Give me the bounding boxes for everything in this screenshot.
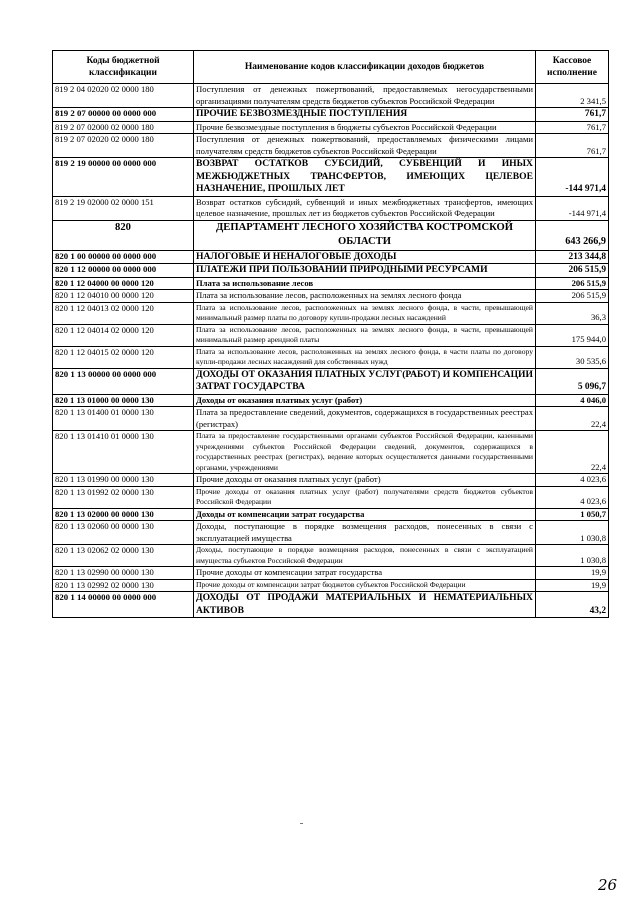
row-sum: 22,4 [536,407,609,431]
row-name: Плата за использование лесов, расположенных на землях лесного фонда, в части, превышающей минимальный размер арендной платы [194,324,536,346]
row-code: 820 1 12 04000 00 0000 120 [53,277,194,290]
table-row [53,431,609,474]
row-code: 820 1 13 01000 00 0000 130 [53,394,194,407]
row-code: 820 1 12 04014 02 0000 120 [53,324,194,346]
row-code: 820 1 13 01410 01 0000 130 [53,431,194,474]
row-name: Плата за использование лесов [194,277,536,290]
department-code: 820 [53,220,194,250]
header-code-column: Коды бюджетной классификации [53,51,194,84]
row-sum: 206 515,9 [536,290,609,303]
table-row [53,368,609,394]
row-sum: -144 971,4 [536,196,609,220]
row-sum: 1 030,8 [536,545,609,567]
table-header-row [53,51,609,84]
row-name: ВОЗВРАТ ОСТАТКОВ СУБСИДИЙ, СУБВЕНЦИЙ И ИНЫХ МЕЖБЮДЖЕТНЫХ ТРАНСФЕРТОВ, ИМЕЮЩИХ ЦЕЛЕВОЕ НАЗНАЧЕНИЕ, ПРОШЛЫХ ЛЕТ [194,158,536,197]
table-row [53,508,609,521]
table-row [53,196,609,220]
table-row [53,521,609,545]
row-sum: 1 050,7 [536,508,609,521]
row-code: 820 1 12 04013 02 0000 120 [53,302,194,324]
row-name: Прочие доходы от оказания платных услуг (работ) [194,474,536,487]
row-sum: -144 971,4 [536,158,609,197]
table-row [53,134,609,158]
row-sum: 43,2 [536,592,609,618]
row-code: 819 2 07 02000 02 0000 180 [53,121,194,134]
row-name: Плата за предоставление государственными органами субъектов Российской Федерации, казенными учреждениями субъектов Российской Федерации сведений, документов, содержащихся в государственных реестрах (регистрах), ведение которых осуществляется данными государственными органами, учреждениями [194,431,536,474]
table-row [53,567,609,580]
table-row [53,158,609,197]
budget-revenue-table [52,50,609,618]
row-code: 820 1 12 04010 00 0000 120 [53,290,194,303]
department-name: ДЕПАРТАМЕНТ ЛЕСНОГО ХОЗЯЙСТВА КОСТРОМСКОЙ ОБЛАСТИ [194,220,536,250]
row-name: Поступления от денежных пожертвований, предоставляемых негосударственными организациями получателям средств бюджетов субъектов Российской Федерации [194,84,536,108]
table-row [53,407,609,431]
row-sum: 761,7 [536,121,609,134]
row-code: 819 2 07 00000 00 0000 000 [53,108,194,122]
row-name: Доходы, поступающие в порядке возмещения расходов, понесенных в связи с эксплуатацией имущества субъектов Российской Федерации [194,545,536,567]
department-row [53,220,609,250]
row-name: Плата за использование лесов, расположенных на землях лесного фонда, в части, превышающей минимальный размер платы по договору купли-продажи лесных насаждений [194,302,536,324]
row-sum: 4 046,0 [536,394,609,407]
row-code: 819 2 19 00000 00 0000 000 [53,158,194,197]
row-name: Плата за использование лесов, расположенных на землях лесного фонда, в части платы по договору купли-продажи лесных насаждений для собственных нужд [194,346,536,368]
row-name: Доходы, поступающие в порядке возмещения расходов, понесенных в связи с эксплуатацией имущества [194,521,536,545]
row-sum: 19,9 [536,567,609,580]
table-row [53,121,609,134]
row-name: Доходы от оказания платных услуг (работ) [194,394,536,407]
row-name: НАЛОГОВЫЕ И НЕНАЛОГОВЫЕ ДОХОДЫ [194,250,536,264]
row-name: Возврат остатков субсидий, субвенций и иных межбюджетных трансфертов, имеющих целевое назначение, прошлых лет из бюджетов субъектов Российской Федерации [194,196,536,220]
table-row [53,277,609,290]
row-code: 820 1 13 02992 02 0000 130 [53,579,194,592]
row-code: 820 1 12 04015 02 0000 120 [53,346,194,368]
table-row [53,84,609,108]
table-row [53,250,609,264]
row-name: ПРОЧИЕ БЕЗВОЗМЕЗДНЫЕ ПОСТУПЛЕНИЯ [194,108,536,122]
table-row [53,264,609,278]
row-sum: 2 341,5 [536,84,609,108]
row-code: 819 2 19 02000 02 0000 151 [53,196,194,220]
row-sum: 761,7 [536,108,609,122]
row-code: 820 1 13 02060 00 0000 130 [53,521,194,545]
row-name: Доходы от компенсации затрат государства [194,508,536,521]
table-row [53,592,609,618]
row-code: 820 1 13 02062 02 0000 130 [53,545,194,567]
row-name: ПЛАТЕЖИ ПРИ ПОЛЬЗОВАНИИ ПРИРОДНЫМИ РЕСУРСАМИ [194,264,536,278]
header-sum-column: Кассовое исполнение [536,51,609,84]
table-row [53,394,609,407]
scan-speck [300,823,303,824]
row-sum: 213 344,8 [536,250,609,264]
table-row [53,474,609,487]
row-code: 820 1 13 01992 02 0000 130 [53,486,194,508]
row-sum: 36,3 [536,302,609,324]
table-row [53,290,609,303]
table-row [53,324,609,346]
row-sum: 19,9 [536,579,609,592]
department-total: 643 266,9 [536,220,609,250]
row-sum: 206 515,9 [536,264,609,278]
row-name: Плата за использование лесов, расположенных на землях лесного фонда [194,290,536,303]
row-code: 819 2 07 02020 02 0000 180 [53,134,194,158]
row-code: 820 1 13 01400 01 0000 130 [53,407,194,431]
table-row [53,346,609,368]
row-sum: 22,4 [536,431,609,474]
row-code: 820 1 13 01990 00 0000 130 [53,474,194,487]
row-code: 820 1 13 00000 00 0000 000 [53,368,194,394]
row-code: 819 2 04 02020 02 0000 180 [53,84,194,108]
row-name: Плата за предоставление сведений, документов, содержащихся в государственных реестрах (регистрах) [194,407,536,431]
row-code: 820 1 12 00000 00 0000 000 [53,264,194,278]
table-row [53,545,609,567]
row-code: 820 1 14 00000 00 0000 000 [53,592,194,618]
row-name: ДОХОДЫ ОТ ПРОДАЖИ МАТЕРИАЛЬНЫХ И НЕМАТЕРИАЛЬНЫХ АКТИВОВ [194,592,536,618]
row-name: Прочие безвозмездные поступления в бюджеты субъектов Российской Федерации [194,121,536,134]
table-row [53,486,609,508]
row-sum: 206 515,9 [536,277,609,290]
row-sum: 4 023,6 [536,474,609,487]
header-name-column: Наименование кодов классификации доходов бюджетов [194,51,536,84]
table-row [53,108,609,122]
row-code: 820 1 13 02990 00 0000 130 [53,567,194,580]
table-row [53,579,609,592]
row-name: Прочие доходы от компенсации затрат государства [194,567,536,580]
row-sum: 761,7 [536,134,609,158]
row-code: 820 1 13 02000 00 0000 130 [53,508,194,521]
row-sum: 4 023,6 [536,486,609,508]
page-number: 26 [598,876,618,894]
row-sum: 5 096,7 [536,368,609,394]
row-name: Прочие доходы от оказания платных услуг (работ) получателями средств бюджетов субъектов Российской Федерации [194,486,536,508]
row-name: Прочие доходы от компенсации затрат бюджетов субъектов Российской Федерации [194,579,536,592]
row-sum: 1 030,8 [536,521,609,545]
row-sum: 30 535,6 [536,346,609,368]
row-name: ДОХОДЫ ОТ ОКАЗАНИЯ ПЛАТНЫХ УСЛУГ(РАБОТ) И КОМПЕНСАЦИИ ЗАТРАТ ГОСУДАРСТВА [194,368,536,394]
row-code: 820 1 00 00000 00 0000 000 [53,250,194,264]
row-name: Поступления от денежных пожертвований, предоставляемых физическими лицами получателям средств бюджетов субъектов Российской Федерации [194,134,536,158]
table-row [53,302,609,324]
budget-table-sheet [52,50,608,618]
row-sum: 175 944,0 [536,324,609,346]
